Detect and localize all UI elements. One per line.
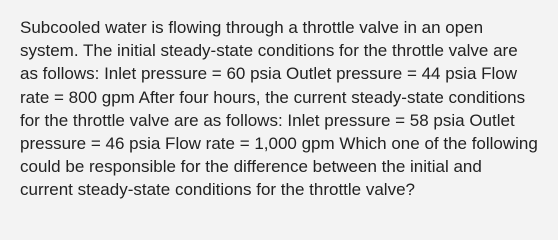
question-text: Subcooled water is flowing through a throttle valve in an open system. The initial steady-state conditions for the throttle valve are as follows: Inlet pressure = 60 psia Outlet pressure = 44 psia Flow rate = 800 gpm After four hours, the current steady-state conditions for the throttle valve are as follows: Inlet pressure = 58 psia Outlet pressure = 46 psia Flow rate = 1,000 gpm Which one of the following could be responsible for the difference between the initial and current steady-state conditions for the throttle valve? bbox=[20, 18, 538, 200]
